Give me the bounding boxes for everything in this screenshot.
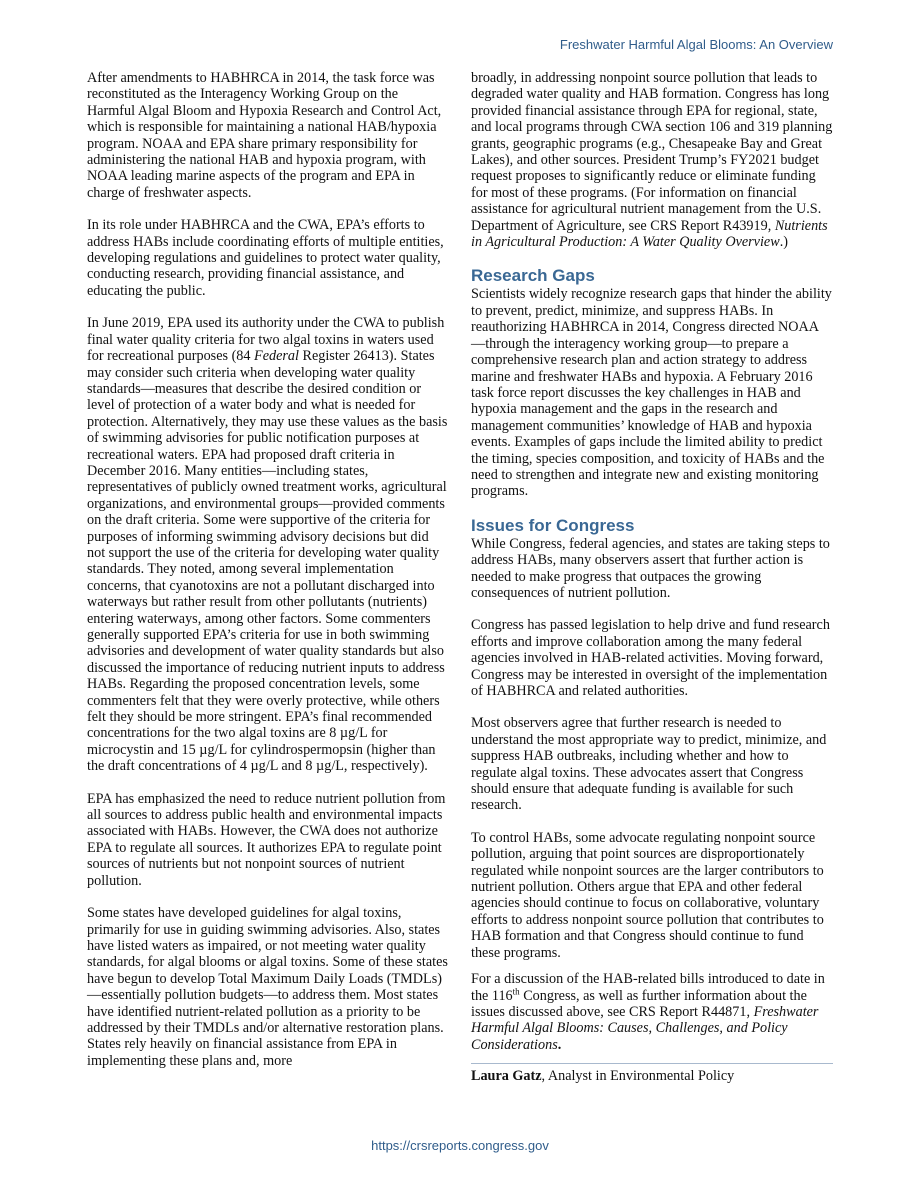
text: Congress, as well as further information about the issues discussed above, see CRS Report R44871,: [471, 987, 807, 1020]
paragraph: In its role under HABHRCA and the CWA, EPA’s efforts to address HABs include coordinating efforts of multiple entities, developing regulations and guidelines to protect water quality, conducting research, providing financial assistance, and educating the public.: [87, 217, 444, 299]
section-heading-issues-for-congress: Issues for Congress: [471, 515, 635, 535]
superscript: th: [512, 985, 520, 996]
paragraph: EPA has emphasized the need to reduce nutrient pollution from all sources to address public health and environmental impacts associated with HABs. However, the CWA does not authorize EPA to regulate all sources. It authorizes EPA to regulate point sources of nutrients but not nonpoint sources of nutrient pollution.: [87, 790, 446, 889]
left-column: [87, 70, 449, 1085]
footer-url[interactable]: https://crsreports.congress.gov: [371, 1138, 549, 1153]
paragraph: Most observers agree that further research is needed to understand the most appropriate way to predict, minimize, and suppress HAB outbreaks, including whether and how to regulate algal toxins. These advocates assert that Congress should ensure that adequate funding is available for such research.: [471, 715, 827, 814]
paragraph: Congress has passed legislation to help drive and fund research efforts and improve collaboration among the many federal agencies involved in HAB-related activities. Moving forward, Congress may be interested in oversight of the implementation of HABHRCA and related authorities.: [471, 617, 830, 699]
paragraph: Some states have developed guidelines for algal toxins, primarily for use in guiding swimming advisories. Also, states have listed waters as impaired, or not meeting water quality standards, for algal blooms or algal toxins. Some of these states have begun to develop Total Maximum Daily Loads (TMDLs)—essentially pollution budgets—to address them. Most states have identified nutrient-related pollution as a priority to be addressed by their TMDLs and/or alternative restoration plans. States rely heavily on financial assistance from EPA in implementing these plans and, more: [87, 905, 448, 1069]
text: .): [779, 234, 788, 251]
running-title: Freshwater Harmful Algal Blooms: An Overview: [559, 37, 833, 52]
text: For a discussion of the HAB-related bills introduced to date in the 116: [471, 971, 825, 1004]
paragraph: [471, 70, 833, 250]
divider: [471, 1063, 833, 1064]
right-column: [471, 70, 833, 1085]
paragraph: While Congress, federal agencies, and states are taking steps to address HABs, many observers assert that further action is needed to make progress that outpaces the growing consequences of nutrient pollution.: [471, 535, 830, 601]
author-name: Laura Gatz: [471, 1068, 542, 1085]
report-title: Freshwater Harmful Algal Blooms: Causes, Challenges, and Policy Considerations: [471, 1003, 819, 1053]
report-title: Nutrients in Agricultural Production: A Water Quality Overview: [471, 217, 828, 251]
paragraph: Scientists widely recognize research gaps that hinder the ability to prevent, predict, minimize, and suppress HABs. In reauthorizing HABHRCA in 2014, Congress directed NOAA—through the interagency working group—to prepare a comprehensive research plan and action strategy to address marine and freshwater HABs and hypoxia. A February 2016 task force report discusses the key challenges in HAB and hypoxia management and the gaps in the research and management communities’ knowledge of HAB and hypoxia events. Examples of gaps include the limited ability to predict the timing, species composition, and toxicity of HABs and the need to strengthen and integrate new and existing monitoring programs.: [471, 286, 832, 500]
text: broadly, in addressing nonpoint source pollution that leads to degraded water quality and HAB formation. Congress has long provided financial assistance through EPA for regional, state, and local programs through CWA section 106 and 319 planning grants, geographic programs (e.g., Chesapeake Bay and Great Lakes), and other sources. President Trump’s FY2021 budget request proposes to significantly reduce or eliminate funding for most of these programs. (For information on financial assistance for agricultural nutrient management from the U.S. Department of Agriculture, see CRS Report R43919,: [471, 70, 833, 234]
paragraph: [87, 315, 449, 774]
text: .: [557, 1036, 562, 1053]
text: In June 2019, EPA used its authority under the CWA to publish final water quality criteria for two algal toxins in waters used for recreational purposes (84: [87, 315, 445, 365]
text: Register 26413). States may consider such criteria when developing water quality standards—measures that describe the desired condition or level of protection of a water body and what is needed for protection. Alternatively, they may use these values as the basis of swimming advisories for public notification purposes at recreational waters. EPA had proposed draft criteria in December 2016. Many entities—including states, representatives of publicly owned treatment works, agricultural organizations, and environmental groups—provided comments on the draft criteria. Some were supportive of the criteria for purposes of informing swimming advisory decisions but did not support the use of the criteria for developing water quality standards. They noted, among several implementation concerns, that cyanotoxins are not a pollutant discharged into waterways but rather result from other pollutants (nutrients) entering waterways, among other factors. Some commenters generally supported EPA’s criteria for use in both swimming advisories and development of water quality standards but also discussed the importance of reducing nutrient inputs to address HABs. Regarding the proposed concentration levels, some commenters felt that they were overly protective, while others felt they should be more stringent. EPA’s final recommended concentrations for the two algal toxins are 8 µg/L for microcystin and 15 µg/L for cylindrospermopsin (higher than the draft concentrations of 4 µg/L and 8 µg/L, respectively).: [87, 348, 448, 775]
author-title: , Analyst in Environmental Policy: [541, 1068, 735, 1085]
italic-text: Federal: [254, 348, 299, 365]
paragraph: [471, 971, 833, 1053]
author-line: [471, 1068, 833, 1084]
section-heading-research-gaps: Research Gaps: [471, 266, 595, 286]
paragraph: To control HABs, some advocate regulating nonpoint source pollution, arguing that point sources are disproportionately regulated while nonpoint sources are the larger contributors to nutrient pollution. Others argue that EPA and other federal agencies should continue to focus on collaborative, voluntary efforts to address nonpoint source pollution that contributes to HAB formation and that Congress should continue to fund these programs.: [471, 829, 824, 961]
paragraph: After amendments to HABHRCA in 2014, the task force was reconstituted as the Interagency Working Group on the Harmful Algal Bloom and Hypoxia Research and Control Act, which is responsible for maintaining a national HAB/hypoxia program. NOAA and EPA share primary responsibility for administering the national HAB and hypoxia program, with NOAA leading marine aspects of the program and EPA in charge of freshwater aspects.: [87, 70, 442, 201]
